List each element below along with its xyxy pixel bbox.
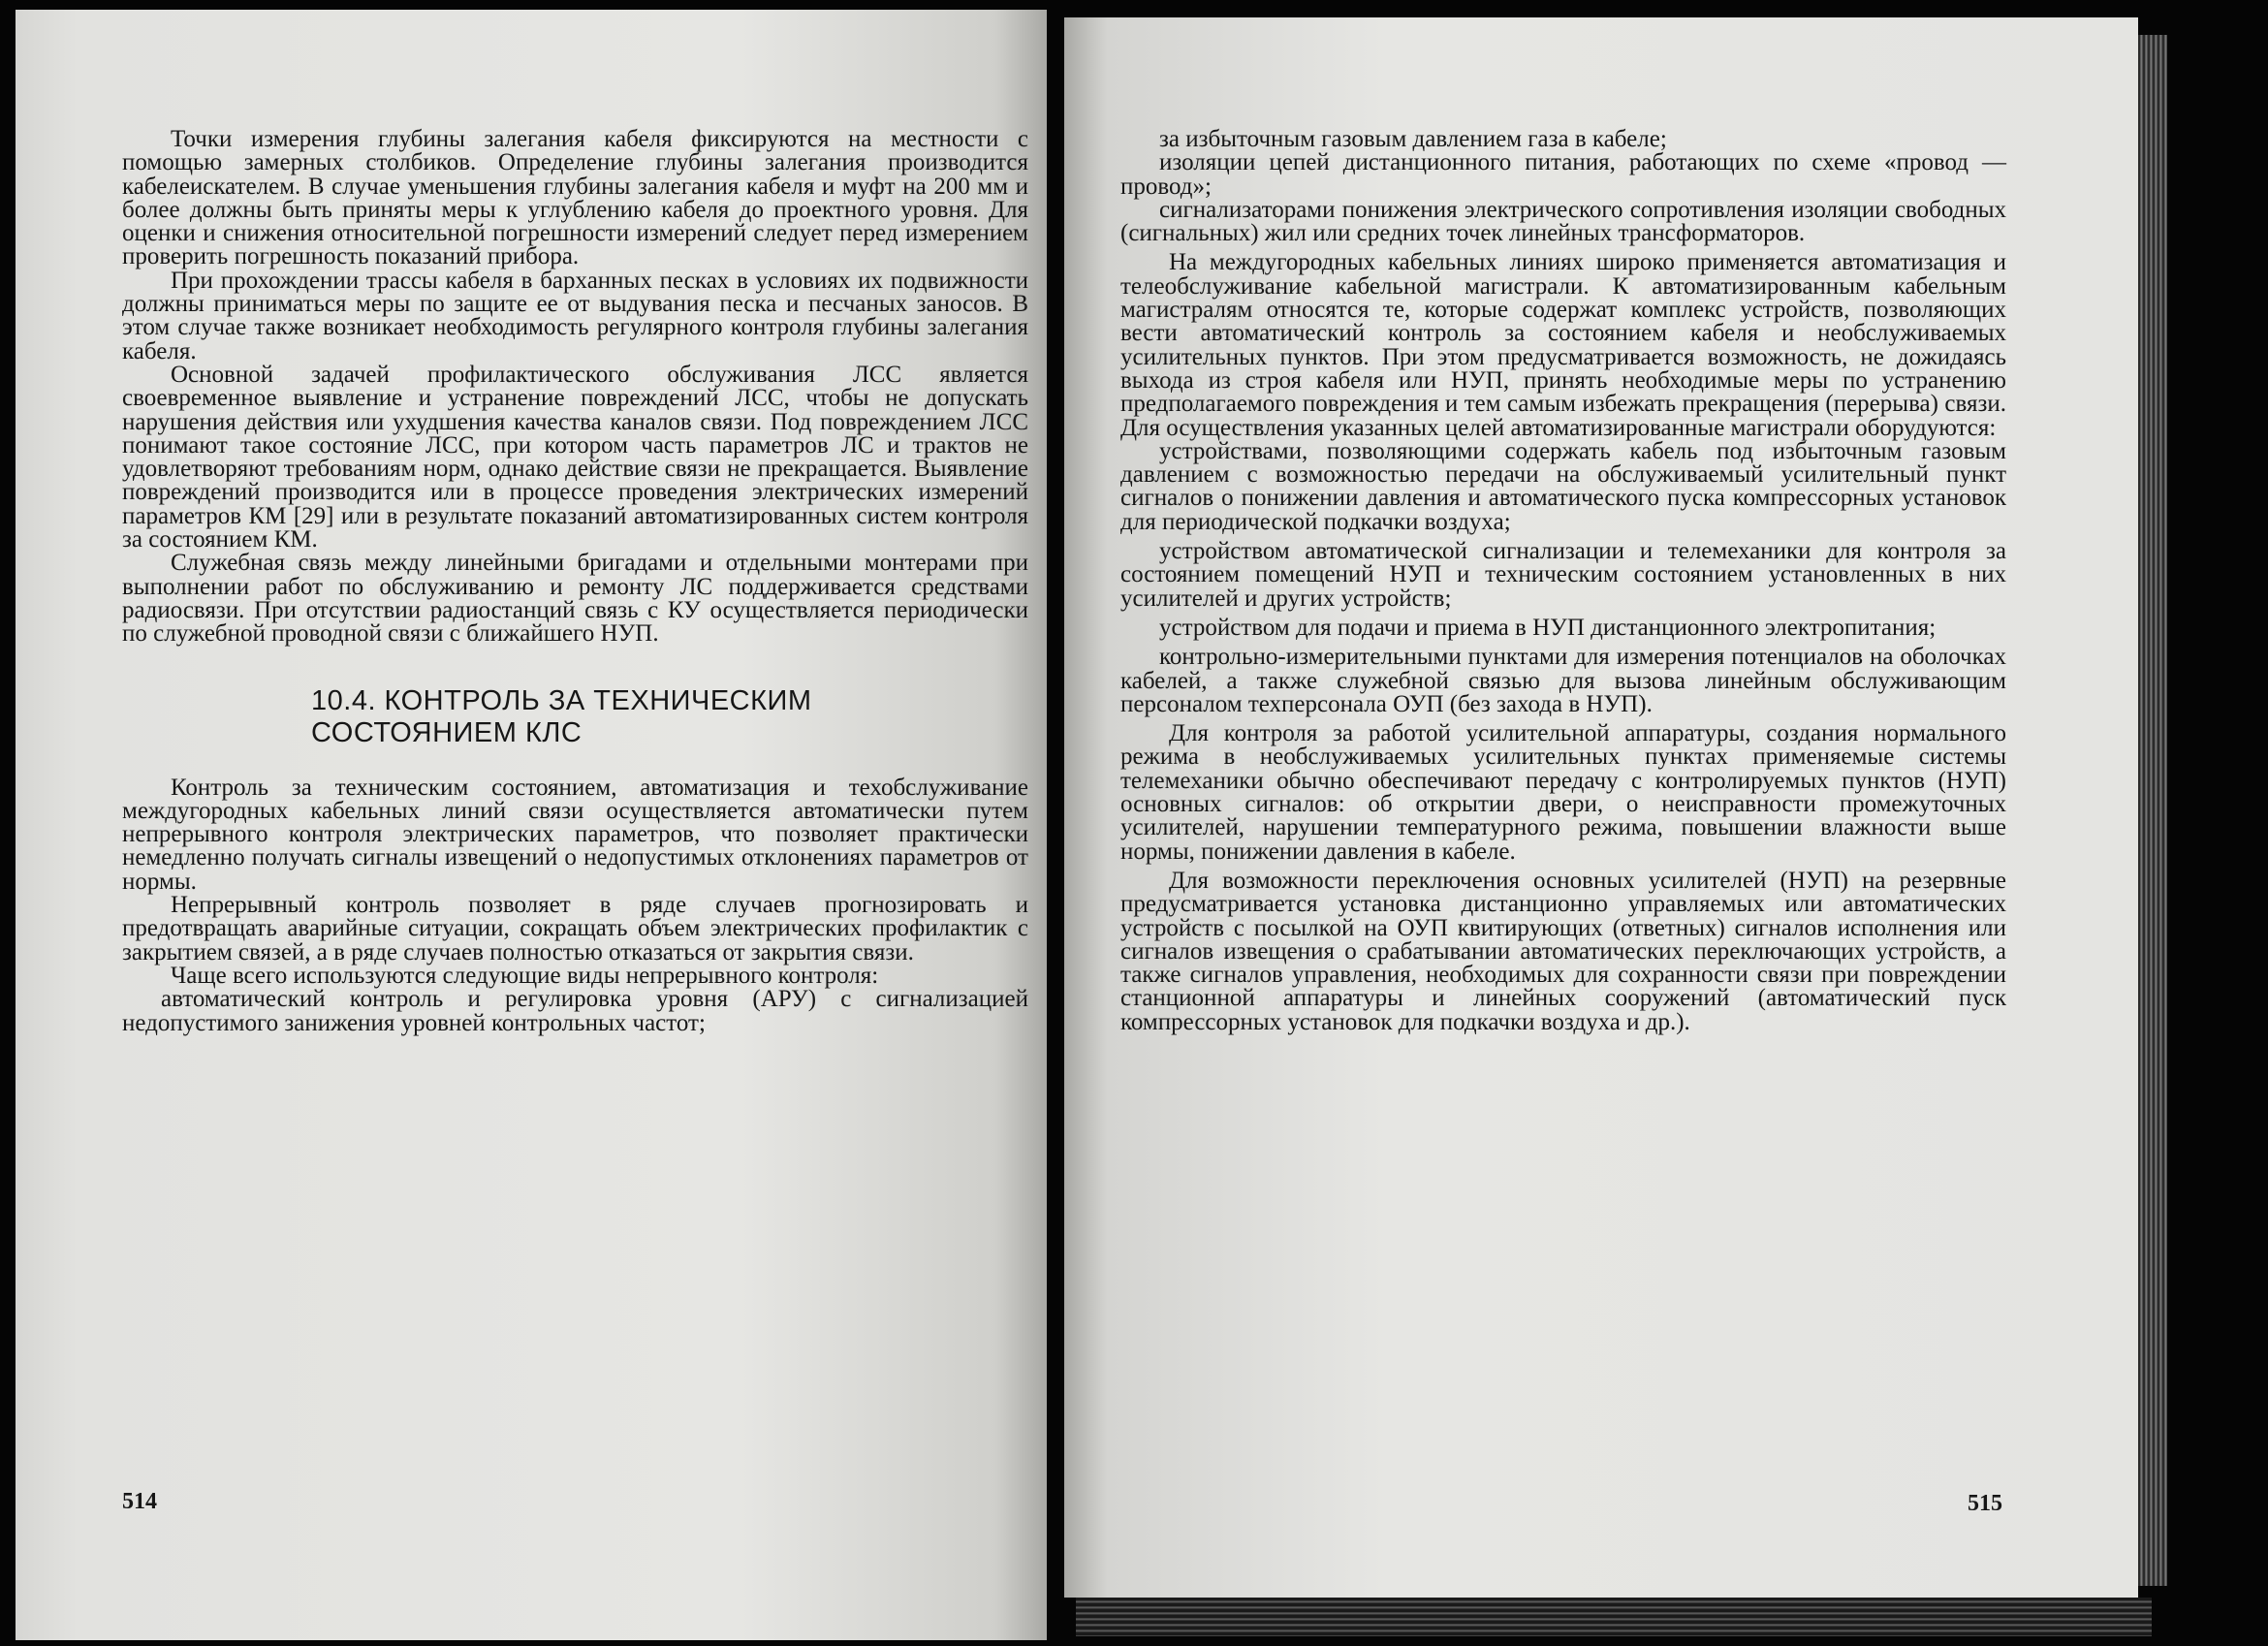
section-heading-line: 10.4. КОНТРОЛЬ ЗА ТЕХНИЧЕСКИМ	[311, 684, 812, 716]
section-heading	[311, 685, 1028, 749]
page-number: 515	[1968, 1491, 2002, 1516]
paragraph: Точки измерения глубины залегания кабеля фиксируются на местности с помощью замерных столбиков. Определение глубины залегания производится кабелеискателем. В случае уменьшения глубины залегания кабеля и муфт на 200 мм и более должны быть приняты меры к углублению кабеля до проектного уровня. Для оценки и снижения относительной погрешности измерений следует перед измерением проверить погрешность показаний прибора.	[122, 126, 1028, 270]
page-number: 514	[122, 1489, 157, 1514]
list-item: устройством для подачи и приема в НУП дистанционного электропитания;	[1159, 614, 1937, 641]
list-item: устройствами, позволяющими содержать кабель под избыточным газовым давлением с возможностью передачи на обслуживаемый усилительный пункт сигналов о понижении давления и автоматического пуска компрессорных установок для периодической подкачки воздуха;	[1120, 437, 2006, 535]
book-bottom-edge	[1076, 1598, 2152, 1636]
book-page-edges	[2138, 35, 2167, 1586]
paragraph: Основной задачей профилактического обслуживания ЛСС является своевременное выявление и устранение повреждений ЛСС, чтобы не допускать нарушения действия или ухудшения качества каналов связи. Под повреждением ЛСС понимают такое состояние ЛСС, при котором часть параметров ЛС и трактов не удовлетворяют требованиям норм, однако действие связи не прекращается. Выявление повреждений производится или в процессе проведения электрических измерений параметров КМ [29] или в результате показаний автоматизированных систем контроля за состоянием КМ.	[122, 361, 1028, 554]
paragraph: Непрерывный контроль позволяет в ряде случаев прогнозировать и предотвращать аварийные ситуации, сокращать объем электрических профилактик с закрытием связей, а в ряде случаев полностью отказаться от закрытия связи.	[122, 892, 1028, 965]
paragraph: Для контроля за работой усилительной аппаратуры, создания нормального режима в необслуживаемых усилительных пунктах применяемые системы телемеханики обычно обеспечивают передачу с контролируемых пунктов (НУП) основных сигналов: об открытии двери, о неисправности промежуточных усилителей, нарушении температурного режима, повышении влажности выше нормы, понижении давления в кабеле.	[1120, 720, 2006, 865]
list-item: за избыточным газовым давлением газа в кабеле;	[1159, 126, 1667, 152]
paragraph: На междугородных кабельных линиях широко применяется автоматизация и телеобслуживание кабельной магистрали. К автоматизированным кабельным магистралям относятся те, которые содержат комплекс устройств, позволяющих вести автоматический контроль за состоянием кабеля и необслуживаемых усилительных пунктов. При этом предусматривается возможность, не дожидаясь выхода из строя кабеля или НУП, принять необходимые меры по устранению предполагаемого повреждения и тем самым избежать прекращения (перерыва) связи. Для осуществления указанных целей автоматизированные магистрали оборудуются:	[1120, 249, 2006, 441]
list-item: изоляции цепей дистанционного питания, работающих по схеме «провод — провод»;	[1120, 149, 2006, 200]
left-page-text	[122, 128, 1028, 1035]
right-page-text	[1120, 128, 2006, 1034]
paragraph: При прохождении трассы кабеля в барханных песках в условиях их подвижности должны приниматься меры по защите ее от выдувания песка и песчаных заносов. В этом случае также возникает необходимость регулярного контроля глубины залегания кабеля.	[122, 267, 1028, 364]
paragraph: Контроль за техническим состоянием, автоматизация и техобслуживание междугородных кабельных линий связи осуществляется автоматически путем непрерывного контроля электрических параметров, что позволяет практически немедленно получать сигналы извещений о недопустимых отклонениях параметров от нормы.	[122, 774, 1028, 895]
list-item: устройством автоматической сигнализации и телемеханики для контроля за состоянием помещений НУП и техническим состоянием установленных в них усилителей и других устройств;	[1120, 538, 2006, 612]
section-heading-line: СОСТОЯНИЕМ КЛС	[311, 716, 583, 748]
paragraph: Для возможности переключения основных усилителей (НУП) на резервные предусматривается установка дистанционно управляемых или автоматических устройств с посылкой на ОУП квитирующих (ответных) сигналов исполнения или сигналов извещения о срабатывании автоматических переключающих устройств, а также сигналов управления, необходимых для сохранности связи при повреждении станционной аппаратуры и линейных сооружений (автоматический пуск компрессорных установок для подкачки воздуха и др.).	[1120, 867, 2006, 1035]
paragraph: Служебная связь между линейными бригадами и отдельными монтерами при выполнении работ по обслуживанию и ремонту ЛС поддерживается средствами радиосвязи. При отсутствии радиостанций связь с КУ осуществляется периодически по служебной проводной связи с ближайшего НУП.	[122, 550, 1028, 648]
list-item: контрольно-измерительными пунктами для измерения потенциалов на оболочках кабелей, а также служебной связью для вызова линейным обслуживающим персоналом техперсонала ОУП (без захода в НУП).	[1120, 644, 2006, 717]
paragraph: Чаще всего используются следующие виды непрерывного контроля:	[171, 962, 879, 989]
list-item: сигнализаторами понижения электрического сопротивления изоляции свободных (сигнальных) жил или средних точек линейных трансформаторов.	[1120, 196, 2006, 247]
list-item: автоматический контроль и регулировка уровня (АРУ) с сигнализацией недопустимого занижения уровней контрольных частот;	[122, 986, 1028, 1036]
left-page	[16, 10, 1047, 1640]
right-page	[1064, 17, 2138, 1598]
